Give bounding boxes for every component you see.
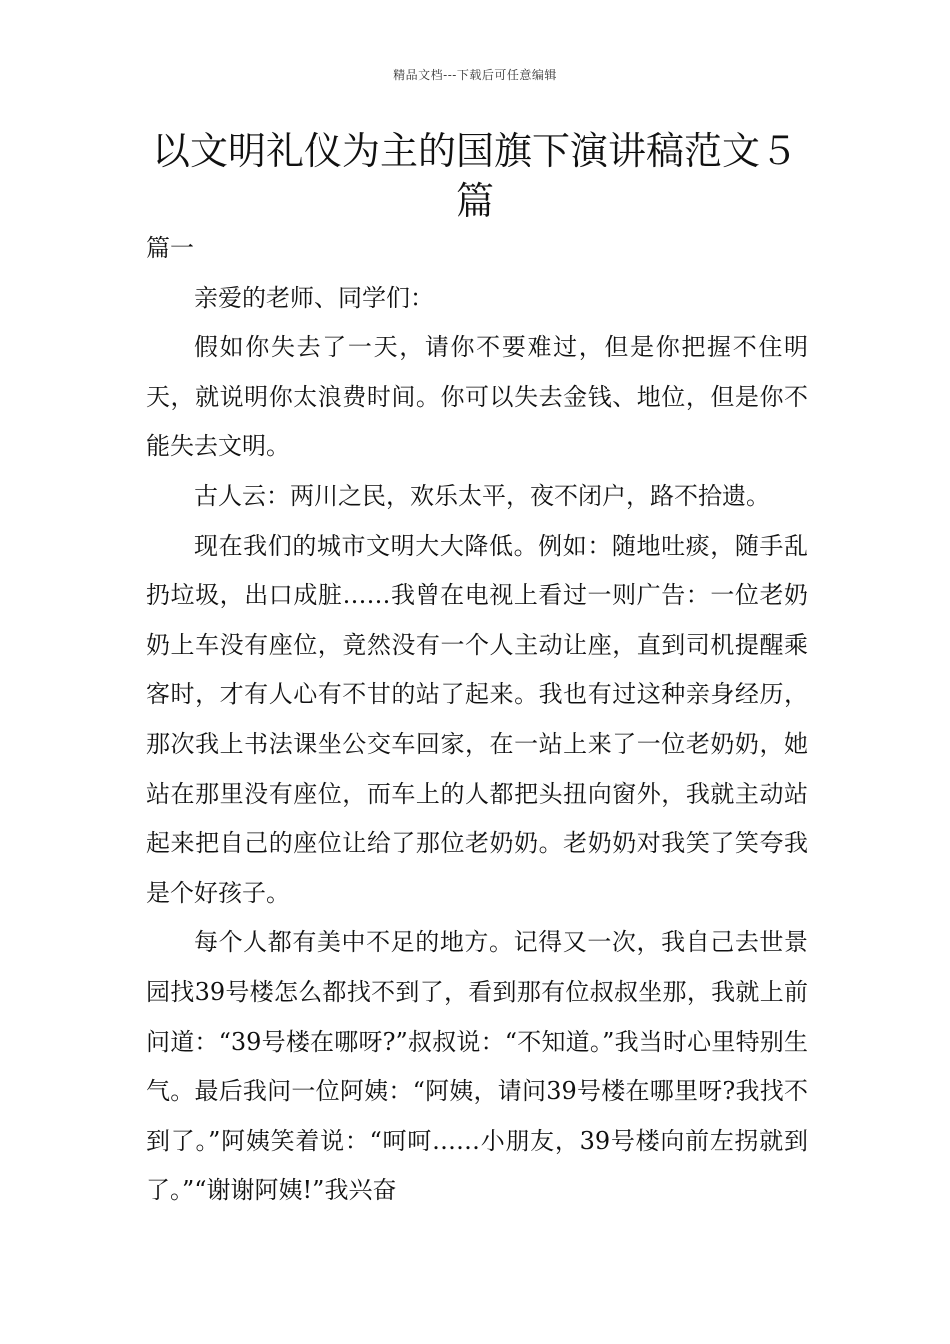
section-heading: 篇一 <box>146 234 194 262</box>
document-title: 以文明礼仪为主的国旗下演讲稿范文５篇 <box>151 129 798 223</box>
paragraph: 现在我们的城市文明大大降低。例如：随地吐痰，随手乱扔垃圾，出口成脏……我曾在电视上看过一则广告：一位老奶奶上车没有座位，竟然没有一个人主动让座，直到司机提醒乘客时，才有人心有不甘的站了起来。我也有过这种亲身经历，那次我上书法课坐公交车回家，在一站上来了一位老奶奶，她站在那里没有座位，而车上的人都把头扭向窗外，我就主动站起来把自己的座位让给了那位老奶奶。老奶奶对我笑了笑夸我是个好孩子。 <box>146 531 808 907</box>
paragraph: 假如你失去了一天，请你不要难过，但是你把握不住明天，就说明你太浪费时间。你可以失去金钱、地位，但是你不能失去文明。 <box>146 333 808 461</box>
paragraph-salutation: 亲爱的老师、同学们： <box>194 283 434 312</box>
document-body <box>146 224 808 1216</box>
paragraph: 古人云：两川之民，欢乐太平，夜不闭户，路不拾遗。 <box>194 481 770 510</box>
paragraph: 每个人都有美中不足的地方。记得又一次，我自己去世景园找39号楼怎么都找不到了，看到那有位叔叔坐那，我就上前问道：“39号楼在哪呀?”叔叔说：“不知道。”我当时心里特别生气。最后我问一位阿姨：“阿姨，请问39号楼在哪里呀?我找不到了。”阿姨笑着说：“呵呵……小朋友，39号楼向前左拐就到了。”“谢谢阿姨!”我兴奋 <box>146 928 808 1205</box>
header-note: 精品文档---下载后可任意编辑 <box>393 68 557 82</box>
